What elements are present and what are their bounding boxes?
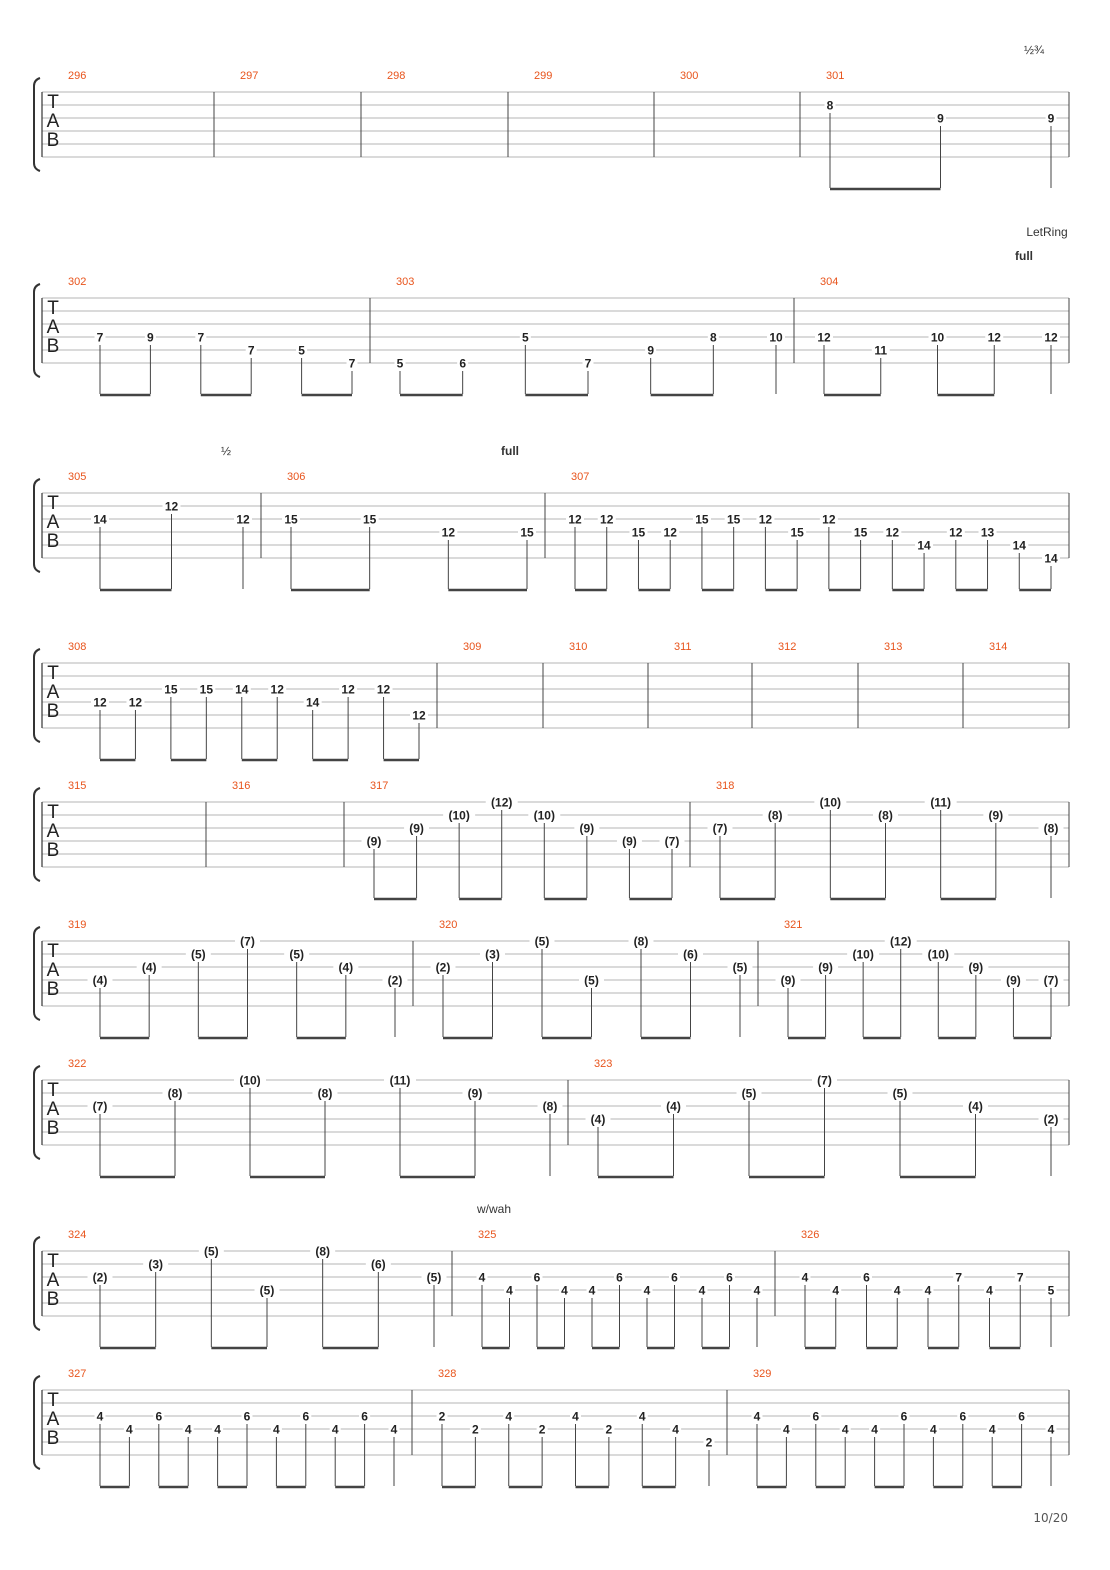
measure [437,1368,715,1487]
fret-number: (12) [491,795,513,810]
fret-number: (4) [666,1099,681,1114]
fret-number: (10) [239,1073,261,1088]
measure-number: 321 [784,919,803,931]
fret-number: 9 [647,343,655,358]
tab-clef-letter: B [46,979,60,1000]
fret-number: (2) [1043,1112,1059,1127]
tab-clef-letter: T [47,1080,59,1101]
tab-system [34,43,1069,189]
fret-number: (8) [878,808,893,823]
fret-number: 2 [538,1422,546,1437]
fret-number: 15 [199,682,214,697]
fret-number: 6 [900,1409,908,1424]
fret-number: (12) [890,934,912,949]
fret-number: 12 [164,499,179,514]
fret-number: 15 [284,512,298,527]
tab-clef-letter: A [46,1270,60,1291]
tab-clef-letter: A [46,960,60,981]
measure [476,1202,763,1348]
tab-clef-letter: B [46,701,60,722]
fret-number: 15 [853,525,868,540]
fret-number: (5) [741,1086,757,1101]
fret-number: 4 [126,1422,133,1437]
measure-number: 302 [68,276,87,288]
fret-number: 4 [930,1422,937,1437]
fret-number: (4) [141,960,157,975]
tab-clef-letter: A [46,1409,60,1430]
measure-number: 306 [287,471,306,483]
measure-number: 322 [68,1058,87,1070]
fret-number: 4 [214,1422,221,1437]
fret-number: (2) [435,960,451,975]
fret-number: 4 [96,1409,104,1424]
measure [395,276,786,395]
fret-number: 7 [1016,1270,1024,1285]
fret-number: (9) [467,1086,483,1101]
fret-number: 4 [924,1283,932,1298]
fret-number: 8 [709,330,717,345]
measure-number: 308 [68,641,87,653]
measure-number: 297 [240,70,259,82]
measure [68,1058,563,1177]
fret-number: (6) [683,947,698,962]
fret-number: 12 [441,525,456,540]
fret-number: 4 [390,1422,398,1437]
fret-number: 4 [832,1283,840,1298]
tab-clef-letter: T [47,493,59,514]
tab-clef-letter: B [46,840,60,861]
fret-number: (7) [712,821,728,836]
measure-number: 309 [463,641,482,653]
fret-number: (4) [338,960,354,975]
fret-number: (8) [542,1099,558,1114]
fret-number: 14 [305,695,320,710]
fret-number: 7 [955,1270,963,1285]
fret-number: (7) [817,1073,832,1088]
measure-number: 307 [571,471,590,483]
measure-number: 323 [594,1058,613,1070]
system-bracket [34,1376,40,1469]
tab-clef-letter: B [46,336,60,357]
measure [674,641,692,653]
fret-number: 4 [638,1409,646,1424]
fret-number: 6 [1018,1409,1025,1424]
fret-number: (11) [389,1073,411,1088]
fret-number: 12 [236,512,250,527]
tab-clef-letter: A [46,512,60,533]
measure-number: 326 [801,1229,820,1241]
fret-number: (7) [1043,973,1059,988]
fret-number: 5 [298,343,305,358]
fret-number: (2) [92,1270,108,1285]
measure-number: 312 [778,641,797,653]
fret-number: (8) [167,1086,183,1101]
tab-clef-letter: A [46,821,60,842]
fret-number: 15 [790,525,804,540]
fret-number: (5) [584,973,599,988]
fret-number: (9) [1006,973,1021,988]
fret-number: 7 [348,356,356,371]
tab-clef-letter: A [46,111,60,132]
tab-system [34,1058,1069,1177]
tab-clef-letter: A [46,317,60,338]
fret-number: 10 [930,330,945,345]
fret-number: (10) [852,947,874,962]
measure [752,1368,1057,1487]
fret-number: 4 [331,1422,339,1437]
fret-number: 9 [1047,111,1055,126]
measure [989,641,1007,653]
tab-system [34,1368,1069,1487]
measure [68,444,252,590]
system-bracket [34,479,40,572]
fret-number: 4 [871,1422,878,1437]
fret-number: (8) [317,1086,333,1101]
fret-number: 6 [155,1409,163,1424]
fret-number: (9) [988,808,1004,823]
tab-clef-letter: T [47,298,59,319]
fret-number: 12 [949,525,963,540]
tab-system [34,919,1069,1038]
system-bracket [34,788,40,881]
measure-number: 325 [478,1229,497,1241]
annotation-label: w/wah [476,1202,512,1216]
tab-clef-letter: T [47,663,59,684]
fret-number: 2 [472,1422,479,1437]
fret-number: (4) [92,973,108,988]
fret-number: (9) [622,834,637,849]
fret-number: 8 [826,98,834,113]
fret-number: (8) [1043,821,1059,836]
fret-number: 14 [1012,538,1026,553]
measure-number: 311 [674,641,692,653]
fret-number: 2 [705,1435,713,1450]
fret-number: 12 [568,512,582,527]
measure [708,780,1064,899]
fret-number: (5) [289,947,305,962]
measure-number: 329 [753,1368,772,1380]
measure-number: 305 [68,471,87,483]
fret-number: 12 [128,695,143,710]
tab-clef-letter: T [47,92,59,113]
fret-number: 4 [893,1283,901,1298]
page-number: 10/20 [1033,1511,1068,1525]
fret-number: (8) [767,808,783,823]
fret-number: (4) [590,1112,606,1127]
measure [240,70,258,82]
fret-number: (5) [190,947,206,962]
fret-number: 6 [459,356,467,371]
tab-clef-letter: T [47,802,59,823]
measure [68,641,428,760]
fret-number: 4 [841,1422,849,1437]
measure [387,70,405,82]
measure [778,641,796,653]
fret-number: (5) [203,1244,219,1259]
measure [431,919,753,1038]
measure [68,1368,400,1487]
system-bracket [34,1237,40,1330]
fret-number: 11 [874,343,888,358]
tab-system [34,641,1069,760]
measure-number: 328 [438,1368,457,1380]
fret-number: 4 [478,1270,486,1285]
fret-number: (9) [409,821,424,836]
fret-number: 4 [672,1422,679,1437]
tab-system [34,780,1069,899]
measure-number: 303 [396,276,415,288]
measure [463,641,481,653]
system-bracket [34,649,40,742]
fret-number: 5 [521,330,529,345]
fret-number: (7) [664,834,680,849]
measure-number: 301 [826,70,845,82]
fret-number: 12 [817,330,831,345]
fret-number: (3) [148,1257,164,1272]
fret-number: 4 [561,1283,568,1298]
tab-clef-letter: B [46,130,60,151]
fret-number: (5) [892,1086,908,1101]
measure [884,641,902,653]
fret-number: 12 [341,682,355,697]
fret-number: (10) [819,795,842,810]
fret-number: 4 [588,1283,596,1298]
measure-number: 299 [534,70,553,82]
measure-number: 300 [680,70,699,82]
fret-number: 14 [93,512,107,527]
tab-clef-letter: T [47,1390,59,1411]
fret-number: 4 [505,1409,513,1424]
fret-number: 6 [671,1270,678,1285]
annotation-label: LetRing [1026,225,1068,239]
fret-number: 7 [197,330,205,345]
tab-clef-letter: A [46,1099,60,1120]
fret-number: 15 [164,682,178,697]
fret-number: 6 [812,1409,820,1424]
fret-number: 15 [631,525,646,540]
fret-number: (5) [534,934,550,949]
system-bracket [34,1066,40,1159]
fret-number: 2 [605,1422,613,1437]
fret-number: (9) [780,973,796,988]
fret-number: 14 [235,682,249,697]
tab-system [34,225,1069,395]
tab-clef-letter: T [47,1251,59,1272]
fret-number: 5 [1047,1283,1055,1298]
measure [569,641,587,653]
fret-number: 7 [96,330,104,345]
fret-number: 9 [147,330,154,345]
measure-number: 327 [68,1368,87,1380]
tab-clef-letter: A [46,682,60,703]
fret-number: 12 [885,525,900,540]
measure [586,1058,1064,1177]
fret-number: 6 [243,1409,251,1424]
measure-number: 324 [68,1229,87,1241]
measure-number: 314 [989,641,1008,653]
measure-number: 319 [68,919,87,931]
fret-number: 14 [917,538,931,553]
measure [68,276,358,395]
fret-number: 4 [988,1422,996,1437]
fret-number: 12 [663,525,677,540]
fret-number: 10 [769,330,783,345]
fret-number: (8) [315,1244,331,1259]
fret-number: (10) [927,947,949,962]
fret-number: 7 [584,356,592,371]
fret-number: 15 [520,525,534,540]
fret-number: 12 [93,695,107,710]
measure [362,780,685,899]
fret-number: (5) [426,1270,442,1285]
measure-number: 298 [387,70,406,82]
measure-number: 316 [232,780,251,792]
measure [534,70,552,82]
fret-number: 4 [643,1283,651,1298]
fret-number: 6 [302,1409,310,1424]
fret-number: 4 [1047,1422,1055,1437]
fret-number: 4 [506,1283,513,1298]
system-bracket [34,78,40,171]
fret-number: 6 [959,1409,967,1424]
measure [815,225,1068,395]
system-bracket [34,927,40,1020]
annotation-label: ½ [220,444,232,458]
fret-number: (9) [366,834,382,849]
fret-number: (9) [968,960,984,975]
fret-number: (10) [448,808,470,823]
system-bracket [34,284,40,377]
annotation-label: full [1015,249,1033,263]
measure [282,444,536,590]
measure-number: 313 [884,641,903,653]
fret-number: 12 [600,512,614,527]
fret-number: 4 [801,1270,809,1285]
measure-number: 310 [569,641,588,653]
fret-number: 4 [698,1283,706,1298]
fret-number: 7 [247,343,255,358]
fret-number: 4 [783,1422,790,1437]
measure-number: 315 [68,780,87,792]
fret-number: 4 [753,1283,761,1298]
fret-number: 15 [362,512,377,527]
measure [68,780,86,792]
measure [232,780,250,792]
measure [800,1229,1057,1348]
measure-number: 296 [68,70,87,82]
fret-number: 5 [396,356,404,371]
fret-number: 12 [1044,330,1058,345]
fret-number: 12 [270,682,284,697]
tab-clef-letter: B [46,1428,60,1449]
fret-number: (7) [240,934,255,949]
fret-number: 14 [1044,551,1058,566]
fret-number: (4) [968,1099,983,1114]
fret-number: 4 [572,1409,579,1424]
fret-number: (10) [533,808,555,823]
fret-number: 6 [361,1409,368,1424]
measure [825,43,1057,189]
tab-system [34,444,1069,590]
fret-number: 12 [987,330,1001,345]
fret-number: 15 [695,512,709,527]
measure-number: 318 [716,780,735,792]
fret-number: (5) [259,1283,275,1298]
annotation-label: ½¾ [1023,43,1045,57]
fret-number: (7) [92,1099,108,1114]
measure [68,1229,447,1348]
fret-number: (9) [818,960,833,975]
fret-number: 4 [184,1422,192,1437]
measure-number: 304 [820,276,839,288]
tab-clef-letter: T [47,941,59,962]
fret-number: (9) [579,821,595,836]
fret-number: 15 [726,512,741,527]
fret-number: 6 [863,1270,870,1285]
measure [68,919,408,1038]
fret-number: (6) [370,1257,386,1272]
tab-clef-letter: B [46,1118,60,1139]
fret-number: (11) [930,795,952,810]
fret-number: 12 [412,708,426,723]
fret-number: 6 [726,1270,733,1285]
annotation-label: full [501,444,519,458]
tab-clef-letter: B [46,531,60,552]
fret-number: 2 [438,1409,446,1424]
fret-number: 4 [986,1283,993,1298]
fret-number: 12 [758,512,773,527]
fret-number: 4 [273,1422,280,1437]
measure [566,471,1060,590]
fret-number: (2) [387,973,403,988]
fret-number: 13 [980,525,995,540]
measure-number: 317 [370,780,389,792]
fret-number: 12 [376,682,391,697]
tab-clef-letter: B [46,1289,60,1310]
fret-number: 6 [533,1270,541,1285]
fret-number: 6 [616,1270,623,1285]
fret-number: 12 [822,512,836,527]
tab-system [34,1202,1069,1348]
fret-number: 4 [753,1409,761,1424]
measure [68,70,86,82]
fret-number: (5) [732,960,748,975]
fret-number: (8) [633,934,649,949]
measure [776,919,1064,1038]
measure [680,70,698,82]
fret-number: 9 [937,111,944,126]
fret-number: (3) [485,947,500,962]
measure-number: 320 [439,919,458,931]
